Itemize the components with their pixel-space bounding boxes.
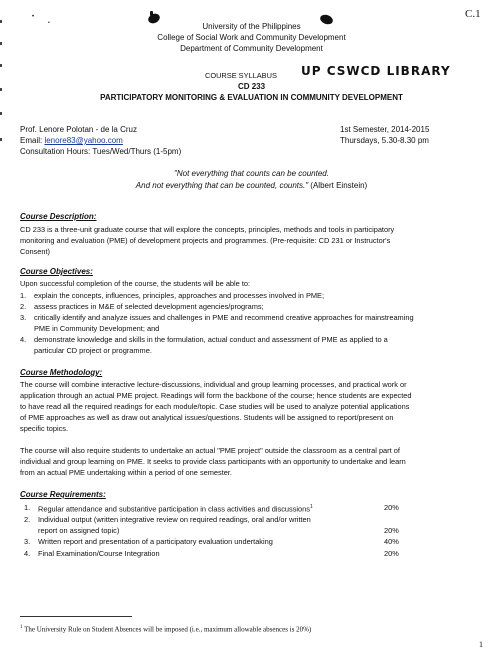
class-time: Thursdays, 5.30-8.30 pm: [340, 136, 429, 145]
objectives-intro: Upon successful completion of the course, the students will be able to:: [20, 279, 251, 288]
methodology-line: from an actual PME undertaking within a period of one semester.: [20, 468, 232, 477]
email-link[interactable]: lenore83@yahoo.com: [44, 136, 123, 145]
university-name: University of the Philippines: [202, 22, 301, 31]
scan-speck: [0, 112, 2, 115]
scan-speck: •: [32, 14, 35, 20]
footnote-rule: [20, 616, 132, 617]
objective-text: particular CD project or programme.: [34, 346, 152, 355]
requirement-text: Individual output (written integrative review on required readings, oral and/or written: [38, 515, 311, 524]
footnote-text: The University Rule on Student Absences will be imposed (i.e., maximum allowable absences is 20%): [22, 625, 312, 634]
page-number: 1: [479, 640, 483, 649]
scan-speck: •: [48, 20, 50, 26]
description-line: monitoring and evaluation (PME) of development projects and programmes. (Pre-requisite: CD 231 or Instructor's: [20, 236, 391, 245]
requirement-text: Final Examination/Course Integration: [38, 549, 160, 558]
scan-speck: [0, 138, 2, 141]
course-title: PARTICIPATORY MONITORING & EVALUATION IN COMMUNITY DEVELOPMENT: [100, 93, 403, 102]
instructor-name: Prof. Lenore Polotan - de la Cruz: [20, 125, 137, 134]
objectives-heading: Course Objectives:: [20, 267, 93, 276]
college-name: College of Social Work and Community Development: [157, 33, 346, 42]
requirement-weight: 20%: [384, 549, 399, 558]
objective-text: explain the concepts, influences, principles, approaches and processes involved in PME;: [34, 291, 325, 300]
methodology-line: application through an actual PME project. Readings will form the backbone of the course; hence students are expected: [20, 391, 412, 400]
footnote-ref: 1: [309, 504, 313, 510]
objective-text: PME in Community Development; and: [34, 324, 160, 333]
email-label: Email:: [20, 136, 45, 145]
footnote: [20, 623, 311, 634]
quote-line-1: "Not everything that counts can be counted.: [174, 169, 329, 178]
quote-text: And not everything that can be counted, counts.": [135, 181, 309, 190]
methodology-heading: Course Methodology:: [20, 368, 103, 377]
objective-text: assess practices in M&E of selected development agencies/programs;: [34, 302, 264, 311]
methodology-line: to have read all the required readings for each module/topic. Case studies will be used to analyze potential applications: [20, 402, 410, 411]
consultation-hours: Consultation Hours: Tues/Wed/Thurs (1-5pm): [20, 147, 182, 156]
library-stamp: UP CSWCD LIBRARY: [301, 63, 451, 79]
requirement-weight: 40%: [384, 537, 399, 546]
requirement-number: 3.: [24, 537, 31, 546]
department-name: Department of Community Development: [180, 44, 323, 53]
requirement-number: 4.: [24, 549, 31, 558]
objective-number: 1.: [20, 291, 27, 300]
methodology-line: The course will also require students to undertake an actual "PME project" outside the classroom as a central part of: [20, 446, 400, 455]
description-heading: Course Description:: [20, 212, 97, 221]
doc-type: COURSE SYLLABUS: [205, 71, 277, 80]
course-code: CD 233: [237, 82, 266, 91]
objective-text: demonstrate knowledge and skills in the formulation, actual conduct and assessment of PME as applied to a: [34, 335, 388, 344]
corner-mark: C.1: [465, 8, 481, 20]
scan-speck: [0, 64, 2, 67]
instructor-email-row: [20, 136, 123, 146]
footnote-mark: 1: [20, 625, 23, 630]
methodology-line: specific topics.: [20, 424, 69, 433]
methodology-line: The course will combine interactive lecture-discussions, individual and group learning processes, and practical work or: [20, 380, 407, 389]
requirement-weight: 20%: [384, 503, 399, 512]
description-line: CD 233 is a three-unit graduate course that will explore the concepts, principles, methods and tools in participatory: [20, 225, 395, 234]
requirement-label: Regular attendance and substantive participation in class activities and discussions: [38, 504, 310, 514]
methodology-line: individual and group learning on PME. It seeks to provide class participants with an opportunity to undertake and learn: [20, 457, 406, 466]
semester: 1st Semester, 2014-2015: [340, 125, 430, 134]
requirements-heading: Course Requirements:: [20, 490, 106, 499]
requirement-text: [38, 503, 388, 514]
objective-number: 3.: [20, 313, 27, 322]
requirement-weight: 20%: [384, 526, 399, 535]
quote-author: (Albert Einstein): [308, 181, 368, 190]
description-line: Consent): [20, 247, 50, 256]
objective-number: 4.: [20, 335, 27, 344]
quote-line-2: [0, 181, 503, 191]
objective-text: critically identify and analyze issues and challenges in PME and recommend creative approaches for mainstreaming: [34, 313, 414, 322]
ink-blot-tail: [150, 11, 153, 16]
requirement-text: Written report and presentation of a participatory evaluation undertaking: [38, 537, 273, 546]
requirement-text: report on assigned topic): [38, 526, 120, 535]
requirement-number: 1.: [24, 503, 31, 512]
requirement-number: 2.: [24, 515, 31, 524]
methodology-line: of PME approaches as well as draw out analytical issues/questions. Students will be assigned to report/present on: [20, 413, 394, 422]
objective-number: 2.: [20, 302, 27, 311]
